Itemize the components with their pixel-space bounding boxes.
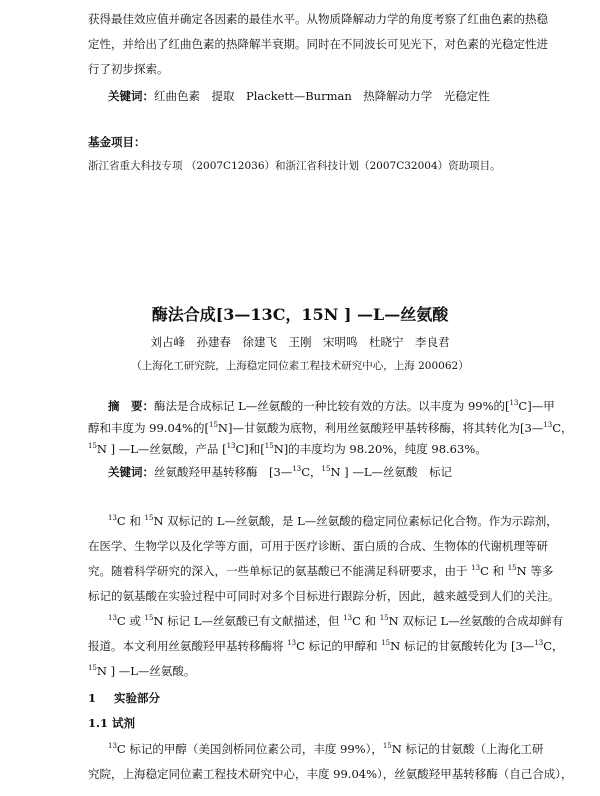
section-1-title: 实验部分: [114, 691, 161, 705]
fund-label: 基金项目：: [88, 135, 146, 149]
body-p3-line-1: $^{13}$C 标记的甲醇（美国剑桥同位素公司，丰度 99%），$^{15}$N 标记的甘氨酸（上海化工研: [108, 742, 544, 756]
body-p1-line-1: $^{13}$C 和 $^{15}$N 双标记的 L—丝氨酸，是 L—丝氨酸的稳定同位素标记化合物。作为示踪剂，: [108, 514, 558, 528]
prev-abstract-line-1: 获得最佳效应值并确定各因素的最佳水平。从物质降解动力学的角度考察了红曲色素的热稳: [88, 12, 548, 26]
keywords-label: 关键词：: [108, 465, 154, 479]
abstract-line-1: 摘 要：酶法是合成标记 L—丝氨酸的一种比较有效的方法。以丰度为 99%的[$^{13}$C]—甲: [108, 399, 555, 413]
article-keywords: 关键词：丝氨酸羟甲基转移酶 [3—$^{13}$C，$^{15}$N ] —L—丝氨酸 标记: [108, 465, 452, 479]
prev-keywords-label: 关键词：: [108, 89, 154, 103]
author-list: 刘占峰 孙建春 徐建飞 王刚 宋明鸣 杜晓宁 李良君: [150, 335, 450, 349]
section-1-heading: [88, 691, 160, 705]
body-p2-line-1: $^{13}$C 或 $^{15}$N 标记 L—丝氨酸已有文献描述，但 $^{13}$C 和 $^{15}$N 双标记 L—丝氨酸的合成却鲜有: [108, 614, 564, 628]
fund-text: 浙江省重大科技专项 （2007C12036）和浙江省科技计划（2007C32004）资助项目。: [88, 160, 501, 172]
abstract-line-2: 醇和丰度为 99.04%的[$^{15}$N]—甘氨酸为底物，利用丝氨酸羟甲基转移酶，将其转化为[3—$^{13}$C，: [88, 421, 573, 435]
body-p3-line-2: 究院，上海稳定同位素工程技术研究中心，丰度 99.04%），丝氨酸羟甲基转移酶（自己合成），: [88, 767, 573, 781]
prev-keywords: [108, 89, 490, 103]
article-title: 酶法合成[3—13C，15N ] —L—丝氨酸: [151, 305, 449, 324]
body-p2-line-2: 报道。本文利用丝氨酸羟甲基转移酶将 $^{13}$C 标记的甲醇和 $^{15}$N 标记的甘氨酸转化为 [3—$^{13}$C，: [88, 639, 564, 653]
affiliation: （上海化工研究院，上海稳定同位素工程技术研究中心，上海 200062）: [131, 360, 469, 372]
body-p1-line-2: 在医学、生物学以及化学等方面，可用于医疗诊断、蛋白质的合成、生物体的代谢机理等研: [88, 539, 548, 553]
prev-keywords-text: 红曲色素 提取 Plackett—Burman 热降解动力学 光稳定性: [154, 89, 490, 103]
prev-abstract-line-3: 行了初步探索。: [88, 62, 169, 76]
section-1-1-heading: 1.1 试剂: [88, 716, 136, 730]
abstract-label: 摘 要：: [108, 399, 154, 413]
prev-abstract-line-2: 定性，并给出了红曲色素的热降解半衰期。同时在不同波长可见光下，对色素的光稳定性进: [88, 37, 548, 51]
body-p1-line-4: 标记的氨基酸在实验过程中可同时对多个目标进行跟踪分析，因此，越来越受到人们的关注。: [88, 589, 560, 603]
section-1-number: 1: [88, 691, 97, 705]
body-p1-line-3: 究。随着科学研究的深入，一些单标记的氨基酸已不能满足科研要求，由于 $^{13}$C 和 $^{15}$N 等多: [88, 564, 554, 578]
abstract-line-3: $^{15}$N ] —L—丝氨酸，产品 [$^{13}$C]和[$^{15}$N]的丰度均为 98.20%，纯度 98.63%。: [88, 442, 487, 456]
body-p2-line-3: $^{15}$N ] —L—丝氨酸。: [88, 664, 196, 678]
